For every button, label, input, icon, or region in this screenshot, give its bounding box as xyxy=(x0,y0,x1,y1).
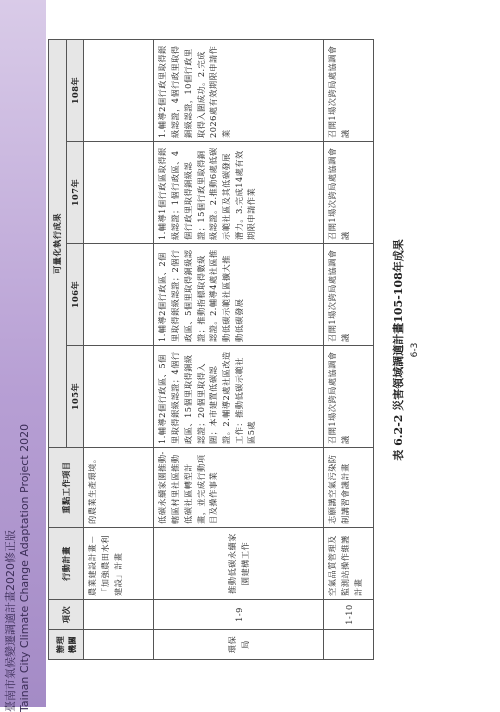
cell-agency xyxy=(84,630,154,660)
cell-agency: 環保局 xyxy=(154,630,324,660)
col-key-work: 重點工作項目 xyxy=(49,448,84,528)
cell-agency xyxy=(324,630,374,660)
cell-105 xyxy=(84,346,154,448)
table-caption: 表 6.2-2 災害領域調適計畫105-108年成果 xyxy=(392,239,405,461)
cell-action: 推動低碳永續家園建構工作 xyxy=(154,528,324,600)
table-row xyxy=(84,39,154,659)
cell-key: 的農業生產環境。 xyxy=(84,448,154,528)
cell-108: 1.輔導2個行政里取得銀級認證，4個行政里取得銅級認證，10個行政里取得入圍成功。2.完成2026處有效期限申請作業 xyxy=(154,39,324,141)
header-title-en: Tainan City Climate Change Adaptation Project 2020 xyxy=(18,423,31,712)
cell-108 xyxy=(84,39,154,141)
cell-item xyxy=(84,600,154,630)
col-year-106: 106年 xyxy=(66,244,84,346)
cell-key: 低碳永續家園推動-轄區村里社區推動低碳社區轉型計畫，並完成行動項目及操作事業 xyxy=(154,448,324,528)
cell-action: 空氣品質管理及監測站操作維護計畫 xyxy=(324,528,374,600)
cell-107: 召開1場次跨局處協調會議 xyxy=(324,142,374,244)
col-quantifiable: 可量化執行成果 xyxy=(49,39,67,447)
col-action: 行動計畫 xyxy=(49,528,84,600)
results-table xyxy=(48,39,374,660)
table-row xyxy=(324,39,374,659)
cell-106: 1.輔導2個行政區、2個里取得銀級認證；2個行政區、5個里取得銅級認證；推動指標取得數級認證。2.輔導4處社區推動低碳示範社區擴大推動低碳發展 xyxy=(154,244,324,346)
cell-key: 志願講空氣污染防制講習會議計畫 xyxy=(324,448,374,528)
rotated-page xyxy=(48,40,418,660)
page-number: 6-3 xyxy=(410,342,420,358)
cell-item: 1-9 xyxy=(154,600,324,630)
cell-107 xyxy=(84,142,154,244)
header-title-zh: 臺南市氣候變遷調適計畫2020修正版 xyxy=(4,530,17,712)
table-row xyxy=(154,39,324,659)
col-item: 項次 xyxy=(49,600,84,630)
col-year-107: 107年 xyxy=(66,142,84,244)
cell-106: 召開1場次跨局處協調會議 xyxy=(324,244,374,346)
cell-item: 1-10 xyxy=(324,600,374,630)
document-header xyxy=(4,252,44,712)
cell-105: 1.輔導2個行政區、5個里取得銀級認證；4個行政區、15個里取得銅級認證；20個里取得入圍；本市建置低碳認證。2.輔導2處社區改造工作：推動低碳示範社區5處 xyxy=(154,346,324,448)
cell-106 xyxy=(84,244,154,346)
cell-105: 召開1場次跨局處協調會議 xyxy=(324,346,374,448)
col-year-108: 108年 xyxy=(66,39,84,141)
col-year-105: 105年 xyxy=(66,346,84,448)
cell-108: 召開1場次跨局處協調會議 xyxy=(324,39,374,141)
cell-action: 農業建設計畫－「加強農田水利建設」計畫 xyxy=(84,528,154,600)
col-agency: 辦理機關 xyxy=(49,630,84,660)
cell-107: 1.輔導1個行政區取得銀級認證；1個行政區、4個行政里取得銅級認證；15個行政里取得銅級認證。2.推動6處低碳示範社區及其低碳發展潛力。3.完成14處有效期限申請作業 xyxy=(154,142,324,244)
